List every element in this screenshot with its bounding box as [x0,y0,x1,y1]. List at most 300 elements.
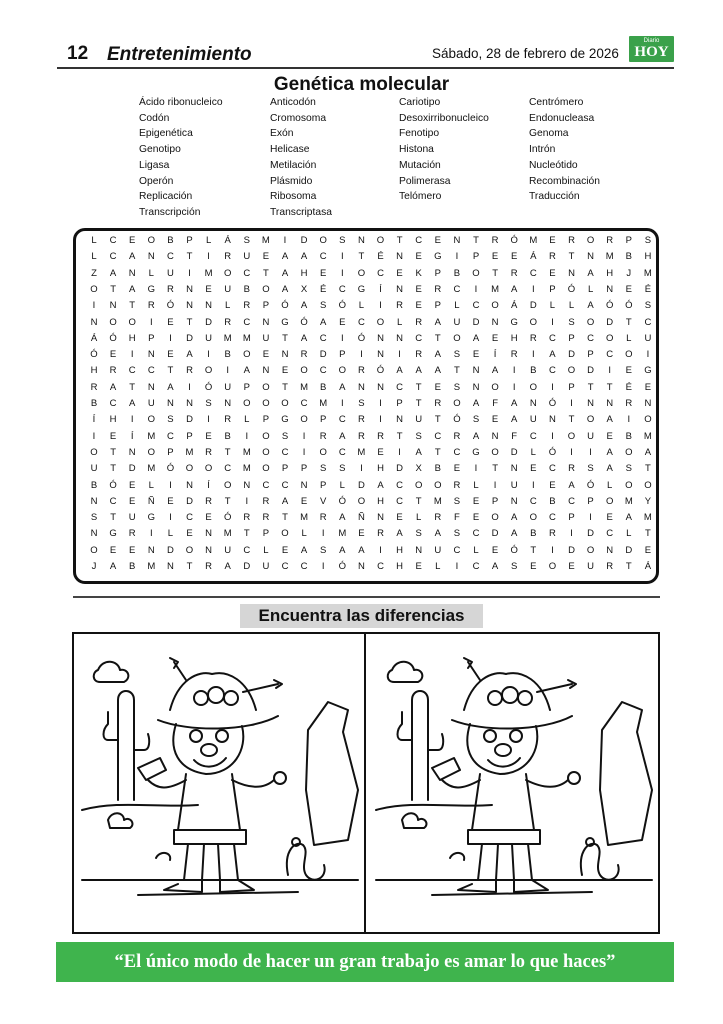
grid-letter: R [491,235,499,246]
grid-letter: O [472,267,480,279]
grid-letter: J [626,267,632,279]
grid-letter: T [434,332,441,344]
grid-letter: M [319,398,328,409]
grid-letter: E [549,267,556,279]
grid-letter: I [188,267,191,279]
grid-letter: D [205,316,213,328]
grid-letter: A [491,561,499,572]
grid-letter: L [205,235,212,246]
grid-letter: B [129,561,136,572]
grid-letter: S [415,528,422,540]
grid-letter: C [243,267,251,279]
grid-letter: P [262,300,270,312]
grid-letter: I [551,316,554,328]
grid-letter: R [205,446,213,458]
grid-row [84,512,654,526]
grid-letter: O [548,561,557,572]
grid-row [84,382,654,396]
grid-letter: C [568,495,575,507]
grid-letter: E [568,561,575,572]
grid-letter: O [300,414,308,426]
grid-letter: R [434,398,442,409]
grid-letter: S [472,414,480,426]
grid-letter: M [242,332,251,344]
grid-letter: I [340,332,344,344]
word-list-item: Traducción [529,191,580,203]
grid-letter: U [90,463,98,475]
grid-letter: E [415,300,422,312]
grid-letter: H [606,267,614,279]
grid-letter: R [415,349,423,361]
word-list-item: Helicase [270,144,310,156]
grid-row [84,284,654,298]
grid-letter: L [626,528,632,540]
grid-letter: O [281,398,289,409]
grid-letter: A [511,528,518,540]
grid-letter: Ó [338,495,346,507]
grid-letter: S [511,561,518,572]
grid-letter: I [474,283,478,295]
grid-letter: C [281,479,289,491]
grid-letter: N [128,446,136,458]
word-list-item: Genotipo [139,144,181,156]
grid-letter: E [167,495,174,507]
grid-letter: R [568,235,575,246]
grid-letter: P [549,283,556,295]
grid-letter: L [396,316,403,328]
grid-letter: N [357,561,365,572]
grid-letter: O [262,463,270,475]
grid-letter: C [300,398,308,409]
grid-letter: O [185,544,194,556]
grid-letter: A [377,479,384,491]
word-search-grid [73,228,659,584]
grid-row [84,561,654,575]
grid-letter: A [434,365,441,377]
grid-letter: R [606,235,614,246]
grid-letter: Ó [166,300,175,312]
grid-row [84,365,654,379]
grid-letter: L [549,300,556,312]
grid-letter: N [453,235,461,246]
grid-letter: N [644,398,652,409]
grid-letter: E [530,561,537,572]
grid-letter: A [243,365,250,377]
grid-letter: C [606,528,614,540]
grid-letter: T [606,381,613,393]
grid-letter: T [110,446,116,458]
grid-letter: I [169,512,172,524]
grid-letter: Á [530,251,537,263]
grid-letter: T [587,381,594,393]
grid-letter: I [570,528,573,540]
grid-letter: L [607,479,613,491]
grid-letter: O [625,446,633,458]
grid-letter: C [319,365,327,377]
grid-letter: C [529,430,537,442]
grid-letter: R [529,332,537,344]
grid-letter: E [415,561,422,572]
grid-letter: Ó [109,332,117,344]
grid-letter: N [377,332,384,344]
grid-letter: A [224,561,231,572]
grid-letter: I [627,414,631,426]
grid-letter: P [396,398,403,409]
panel-divider [364,634,366,932]
grid-letter: C [319,251,327,263]
grid-letter: O [204,365,213,377]
grid-letter: A [281,283,289,295]
grid-letter: Ó [166,463,175,475]
grid-letter: A [511,398,518,409]
grid-letter: M [242,446,251,458]
grid-letter: U [262,332,270,344]
grid-letter: D [568,349,575,361]
grid-letter: U [434,544,442,556]
grid-letter: E [415,283,422,295]
grid-letter: O [529,512,537,524]
grid-letter: R [434,512,442,524]
grid-letter: T [110,283,116,295]
grid-letter: M [529,235,538,246]
grid-letter: C [357,316,365,328]
grid-letter: E [109,430,117,442]
grid-letter: Ó [281,300,289,312]
grid-letter: O [644,479,652,491]
grid-letter: N [205,544,213,556]
page-number: 12 [67,43,89,64]
grid-letter: D [587,528,595,540]
grid-letter: C [377,561,384,572]
logo-big-text: HOY [634,44,669,60]
grid-letter: R [357,365,365,377]
grid-letter: C [166,430,174,442]
grid-row [84,349,654,363]
grid-letter: B [453,267,461,279]
grid-letter: S [453,381,461,393]
grid-letter: M [433,495,442,507]
grid-letter: C [109,251,117,263]
grid-letter: R [357,430,365,442]
grid-letter: E [167,316,174,328]
grid-letter: M [338,528,347,540]
grid-letter: Z [91,267,97,279]
word-list-item: Codón [139,112,170,124]
grid-letter: R [243,512,251,524]
grid-letter: R [510,349,518,361]
grid-letter: T [282,381,288,393]
grid-letter: O [434,479,442,491]
grid-letter: L [148,267,154,279]
grid-letter: E [453,463,461,475]
grid-letter: A [129,283,136,295]
grid-letter: C [281,446,289,458]
grid-letter: E [625,365,632,377]
grid-letter: O [128,316,136,328]
grid-letter: B [434,463,441,475]
grid-letter: T [167,365,174,377]
grid-letter: U [644,332,652,344]
grid-row [84,447,654,461]
word-list-item: Fenotipo [399,128,440,140]
grid-letter: G [147,283,155,295]
grid-letter: N [90,495,98,507]
grid-letter: P [568,381,575,393]
grid-letter: I [512,365,516,377]
grid-letter: M [491,283,500,295]
grid-letter: S [587,463,594,475]
grid-letter: M [300,381,309,393]
grid-letter: D [186,495,193,507]
grid-letter: L [473,544,479,556]
grid-letter: I [379,544,382,556]
grid-letter: A [587,267,594,279]
grid-letter: E [281,544,289,556]
grid-letter: Ó [90,349,98,361]
grid-letter: A [472,430,480,442]
grid-letter: D [472,316,480,328]
grid-letter: C [109,398,117,409]
grid-row [84,235,654,249]
grid-letter: I [360,463,363,475]
grid-letter: A [625,512,632,524]
grid-letter: X [300,283,308,295]
grid-letter: T [473,235,479,246]
grid-letter: P [434,267,441,279]
grid-letter: A [167,381,174,393]
logo-small-text: Diario [643,38,660,44]
grid-letter: A [339,381,346,393]
grid-letter: B [224,430,231,442]
grid-letter: L [148,479,154,491]
grid-letter: I [646,349,650,361]
grid-letter: Á [224,235,231,246]
grid-letter: R [128,528,136,540]
grid-letter: A [511,414,518,426]
grid-letter: H [396,561,404,572]
grid-row [84,317,654,331]
grid-letter: E [396,267,403,279]
grid-letter: A [644,446,652,458]
grid-letter: C [396,479,404,491]
word-list-item: Polimerasa [399,175,451,187]
grid-letter: O [223,479,232,491]
grid-letter: D [606,316,614,328]
grid-letter: P [148,332,155,344]
grid-row [84,496,654,510]
grid-letter: Ó [586,479,595,491]
word-list-item: Operón [139,175,174,187]
word-list-item: Centrómero [529,97,584,108]
grid-letter: N [357,381,365,393]
grid-letter: E [129,235,136,246]
grid-letter: O [90,544,98,556]
grid-letter: G [510,316,518,328]
grid-letter: R [147,300,155,312]
grid-letter: Ó [338,300,346,312]
grid-letter: R [510,267,518,279]
grid-letter: K [415,267,422,279]
grid-letter: S [167,414,174,426]
grid-letter: O [243,398,251,409]
word-list-item: Plásmido [270,175,313,187]
grid-letter: C [243,544,251,556]
grid-letter: H [396,544,404,556]
word-list-item: Desoxirribonucleico [399,112,489,124]
grid-letter: E [644,381,652,393]
grid-letter: Ó [548,446,557,458]
grid-letter: T [262,267,269,279]
grid-letter: N [548,414,556,426]
grid-letter: N [606,283,614,295]
grid-letter: D [587,365,595,377]
grid-letter: B [549,495,556,507]
grid-letter: F [511,430,518,442]
grid-letter: R [90,381,98,393]
grid-letter: P [186,430,193,442]
grid-letter: N [472,365,480,377]
grid-letter: F [453,512,460,524]
grid-letter: O [376,316,385,328]
grid-letter: R [453,479,461,491]
grid-letter: O [529,381,537,393]
grid-letter: T [492,463,498,475]
footer-quote: “El único modo de hacer un gran trabajo es amar lo que haces” [56,942,674,982]
grid-letter: T [129,381,136,393]
grid-letter: E [186,528,193,540]
grid-letter: C [243,316,251,328]
grid-letter: E [434,235,441,246]
grid-letter: I [130,349,134,361]
grid-letter: N [243,479,251,491]
word-list-item: Mutación [399,159,441,171]
grid-letter: A [281,495,289,507]
grid-letter: C [109,495,117,507]
grid-letter: R [548,251,556,263]
grid-letter: O [567,430,576,442]
grid-letter: E [472,495,480,507]
grid-letter: R [109,365,117,377]
grid-letter: N [529,398,537,409]
grid-letter: D [128,463,136,475]
grid-letter: L [454,300,460,312]
grid-letter: P [243,381,250,393]
grid-letter: I [493,479,497,491]
grid-letter: G [434,251,442,263]
word-list-item: Ligasa [139,159,170,171]
grid-letter: P [472,251,480,263]
grid-letter: O [147,446,155,458]
grid-letter: C [377,267,384,279]
grid-letter: D [319,349,327,361]
grid-row [84,480,654,494]
grid-letter: I [130,414,134,426]
grid-letter: U [224,381,232,393]
grid-letter: M [643,512,652,524]
grid-letter: E [129,479,136,491]
grid-letter: C [587,332,595,344]
grid-letter: E [129,544,136,556]
grid-letter: E [606,430,613,442]
grid-letter: B [530,365,537,377]
grid-letter: I [531,349,535,361]
grid-letter: O [491,512,499,524]
grid-letter: B [320,381,327,393]
grid-row [84,463,654,477]
grid-letter: I [379,300,382,312]
grid-letter: M [147,463,156,475]
grid-letter: I [455,251,459,263]
grid-letter: I [551,544,554,556]
grid-letter: N [491,430,499,442]
grid-letter: M [261,235,270,246]
header-divider [57,67,674,69]
grid-letter: N [166,398,174,409]
grid-letter: S [415,430,422,442]
grid-letter: X [415,463,422,475]
grid-letter: P [568,512,575,524]
grid-letter: D [491,528,499,540]
grid-letter: R [548,528,556,540]
differences-panel [72,632,660,934]
grid-letter: I [245,495,249,507]
grid-letter: H [300,267,308,279]
word-list-item: Replicación [139,191,193,203]
grid-letter: M [242,463,251,475]
grid-letter: É [644,283,652,295]
grid-letter: A [109,267,117,279]
grid-letter: E [549,235,556,246]
grid-letter: T [530,544,537,556]
grid-letter: O [491,381,499,393]
grid-row [84,268,654,282]
grid-letter: N [147,381,155,393]
grid-letter: N [510,495,518,507]
grid-letter: T [186,316,193,328]
word-list-item: Genoma [529,128,569,140]
grid-letter: A [606,463,613,475]
word-list-item: Nucleótido [529,159,578,171]
grid-letter: R [205,561,213,572]
grid-letter: U [587,430,595,442]
grid-letter: T [129,300,136,312]
grid-letter: T [224,495,231,507]
grid-letter: N [587,398,595,409]
grid-letter: P [167,446,174,458]
grid-letter: C [415,332,423,344]
grid-letter: E [109,349,117,361]
grid-letter: A [472,398,480,409]
grid-letter: A [587,300,594,312]
grid-letter: O [338,365,346,377]
grid-letter: E [205,283,212,295]
grid-letter: A [129,251,136,263]
grid-letter: A [281,251,289,263]
grid-letter: E [434,381,441,393]
grid-letter: O [357,267,366,279]
grid-letter: U [128,512,136,524]
grid-letter: I [245,430,249,442]
grid-letter: R [434,283,442,295]
grid-letter: P [625,235,632,246]
grid-letter: I [169,332,172,344]
grid-letter: Ó [510,544,518,556]
grid-letter: C [644,316,652,328]
grid-letter: L [91,235,97,246]
grid-letter: I [283,235,287,246]
grid-letter: N [205,528,213,540]
grid-letter: C [281,561,289,572]
